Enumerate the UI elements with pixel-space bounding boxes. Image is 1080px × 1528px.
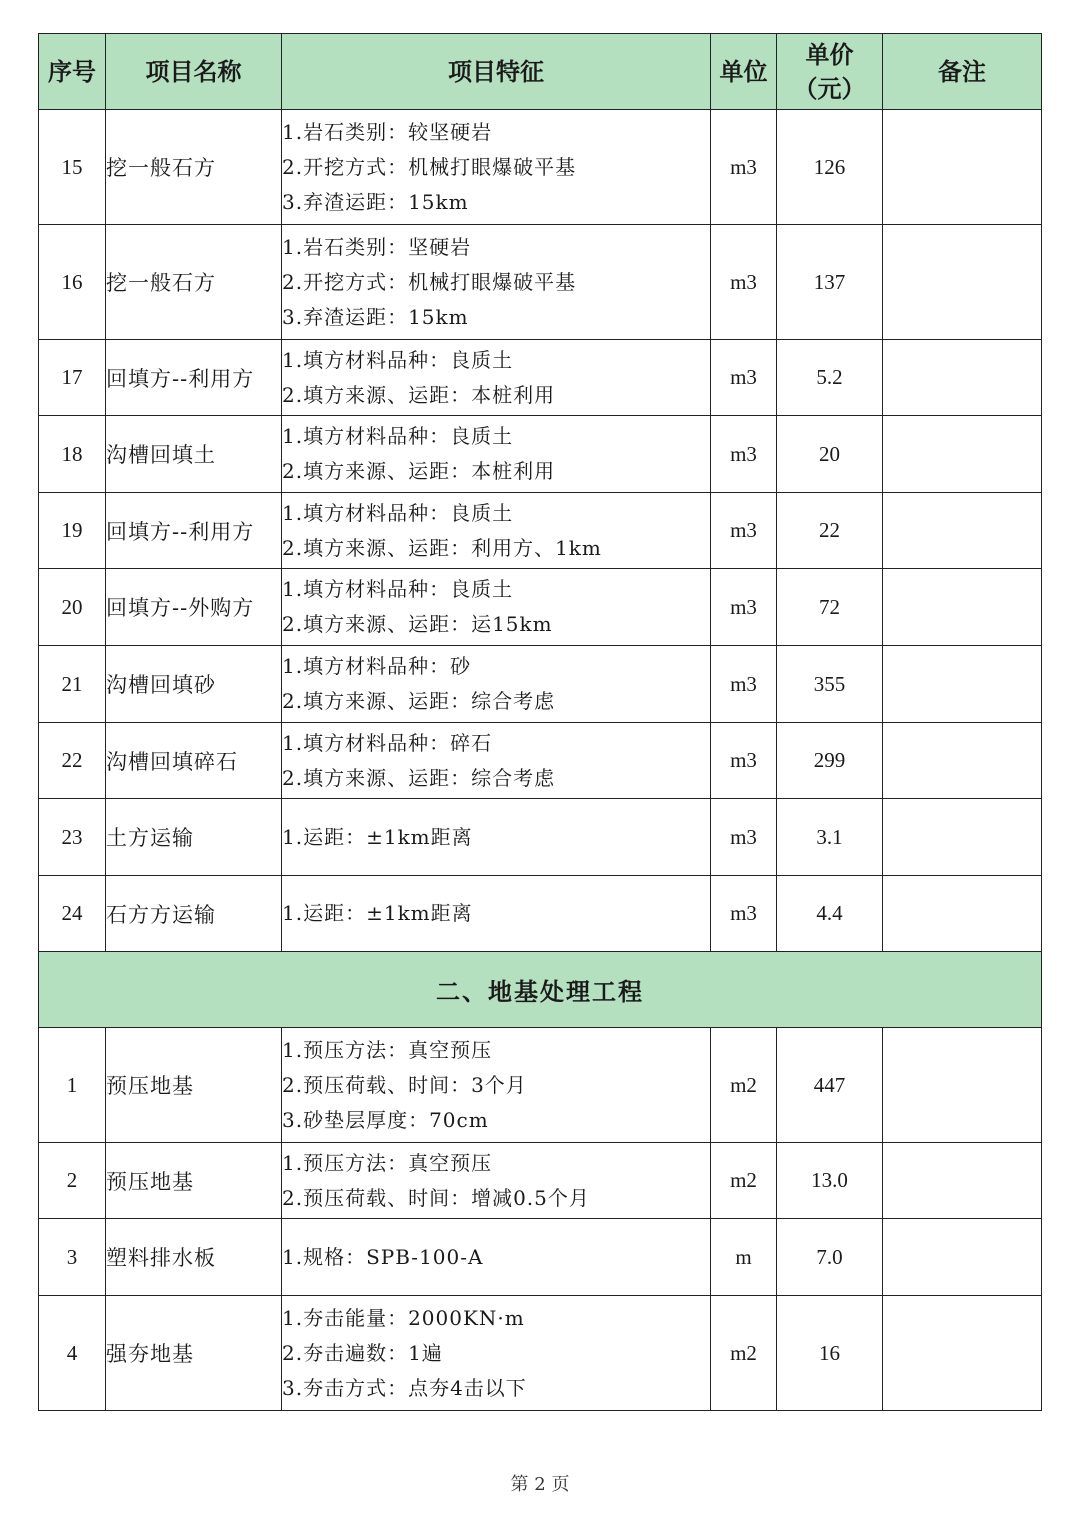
feature-line: 1.规格：SPB-100-A [282, 1244, 484, 1269]
row-number: 16 [39, 225, 106, 340]
feature-line: 2.夯击遍数：1遍 [282, 1340, 443, 1365]
group2-body [39, 1028, 1042, 1411]
remark [883, 225, 1042, 340]
table-row [39, 1143, 1042, 1219]
item-name: 挖一般石方 [106, 225, 282, 340]
unit: m3 [711, 416, 777, 493]
feature-line: 1.夯击能量：2000KN·m [282, 1305, 525, 1330]
feature-line: 3.夯击方式：点夯4击以下 [282, 1375, 527, 1400]
header-price-line2: （元） [793, 74, 866, 103]
item-name: 沟槽回填土 [106, 416, 282, 493]
unit-price: 3.1 [777, 799, 883, 876]
feature-line: 1.岩石类别：较坚硬岩 [282, 119, 493, 144]
remark [883, 723, 1042, 799]
header-name: 项目名称 [106, 34, 282, 110]
item-features [282, 1219, 711, 1296]
item-name: 强夯地基 [106, 1296, 282, 1411]
item-features [282, 569, 711, 646]
row-number: 17 [39, 340, 106, 416]
unit: m3 [711, 340, 777, 416]
item-features [282, 340, 711, 416]
table-header [39, 34, 1042, 110]
item-features [282, 110, 711, 225]
feature-line: 2.预压荷载、时间：增减0.5个月 [282, 1185, 590, 1210]
feature-line: 1.填方材料品种：良质土 [282, 347, 514, 372]
table-row [39, 876, 1042, 952]
feature-line: 1.预压方法：真空预压 [282, 1037, 493, 1062]
item-name: 回填方--利用方 [106, 340, 282, 416]
feature-line: 2.填方来源、运距：运15km [282, 612, 553, 636]
feature-line: 1.填方材料品种：砂 [282, 654, 472, 678]
table-row [39, 416, 1042, 493]
unit: m [711, 1219, 777, 1296]
feature-line: 1.填方材料品种：碎石 [282, 730, 493, 755]
unit-price: 13.0 [777, 1143, 883, 1219]
row-number: 18 [39, 416, 106, 493]
item-name: 沟槽回填碎石 [106, 723, 282, 799]
unit-price: 299 [777, 723, 883, 799]
item-name: 石方方运输 [106, 876, 282, 952]
feature-line: 2.开挖方式：机械打眼爆破平基 [282, 154, 577, 179]
remark [883, 340, 1042, 416]
row-number: 22 [39, 723, 106, 799]
feature-line: 2.预压荷载、时间：3个月 [282, 1072, 527, 1097]
header-row [39, 34, 1042, 110]
table-row [39, 723, 1042, 799]
section-body [39, 952, 1042, 1028]
item-features [282, 1028, 711, 1143]
row-number: 3 [39, 1219, 106, 1296]
remark [883, 1296, 1042, 1411]
feature-line: 2.填方来源、运距：综合考虑 [282, 765, 556, 790]
feature-line: 2.开挖方式：机械打眼爆破平基 [282, 269, 577, 294]
remark [883, 416, 1042, 493]
table-row [39, 340, 1042, 416]
remark [883, 876, 1042, 952]
remark [883, 799, 1042, 876]
page-number: 第 2 页 [510, 1474, 570, 1495]
unit-price: 137 [777, 225, 883, 340]
remark [883, 569, 1042, 646]
unit: m3 [711, 799, 777, 876]
feature-line: 3.弃渣运距：15km [282, 189, 469, 214]
header-remark: 备注 [883, 34, 1042, 110]
row-number: 23 [39, 799, 106, 876]
unit-price: 355 [777, 646, 883, 723]
item-features [282, 1296, 711, 1411]
row-number: 4 [39, 1296, 106, 1411]
header-price-line1: 单价 [805, 40, 854, 69]
unit: m3 [711, 493, 777, 569]
table-row [39, 569, 1042, 646]
unit: m3 [711, 646, 777, 723]
header-unit: 单位 [711, 34, 777, 110]
feature-line: 1.运距：±1km距离 [282, 824, 473, 849]
row-number: 24 [39, 876, 106, 952]
feature-line: 1.填方材料品种：良质土 [282, 500, 514, 525]
header-no: 序号 [39, 34, 106, 110]
header-price [777, 34, 883, 110]
item-name: 预压地基 [106, 1143, 282, 1219]
unit-price: 4.4 [777, 876, 883, 952]
unit-price: 7.0 [777, 1219, 883, 1296]
remark [883, 1028, 1042, 1143]
remark [883, 1143, 1042, 1219]
section-row [39, 952, 1042, 1028]
unit-price: 126 [777, 110, 883, 225]
table-row [39, 225, 1042, 340]
table-row [39, 646, 1042, 723]
unit: m3 [711, 876, 777, 952]
feature-line: 3.砂垫层厚度：70cm [282, 1107, 489, 1132]
row-number: 20 [39, 569, 106, 646]
item-features [282, 225, 711, 340]
row-number: 2 [39, 1143, 106, 1219]
feature-line: 1.填方材料品种：良质土 [282, 577, 514, 601]
feature-line: 2.填方来源、运距：本桩利用 [282, 382, 556, 407]
row-number: 1 [39, 1028, 106, 1143]
unit: m2 [711, 1296, 777, 1411]
feature-line: 1.填方材料品种：良质土 [282, 424, 514, 448]
item-name: 塑料排水板 [106, 1219, 282, 1296]
item-features [282, 1143, 711, 1219]
unit-price: 20 [777, 416, 883, 493]
table-row [39, 1028, 1042, 1143]
remark [883, 493, 1042, 569]
price-table [38, 33, 1042, 1411]
feature-line: 2.填方来源、运距：利用方、1km [282, 535, 602, 560]
row-number: 19 [39, 493, 106, 569]
unit-price: 22 [777, 493, 883, 569]
unit: m3 [711, 723, 777, 799]
remark [883, 110, 1042, 225]
section-title: 二、地基处理工程 [39, 952, 1042, 1028]
item-name: 回填方--利用方 [106, 493, 282, 569]
unit: m2 [711, 1028, 777, 1143]
header-features: 项目特征 [282, 34, 711, 110]
item-features [282, 646, 711, 723]
item-name: 沟槽回填砂 [106, 646, 282, 723]
unit: m2 [711, 1143, 777, 1219]
unit-price: 72 [777, 569, 883, 646]
remark [883, 646, 1042, 723]
item-name: 挖一般石方 [106, 110, 282, 225]
group1-body [39, 110, 1042, 952]
feature-line: 1.岩石类别：坚硬岩 [282, 234, 472, 259]
remark [883, 1219, 1042, 1296]
row-number: 21 [39, 646, 106, 723]
feature-line: 1.运距：±1km距离 [282, 901, 473, 925]
table-row [39, 493, 1042, 569]
table-row [39, 110, 1042, 225]
item-name: 预压地基 [106, 1028, 282, 1143]
unit: m3 [711, 569, 777, 646]
unit: m3 [711, 225, 777, 340]
feature-line: 2.填方来源、运距：本桩利用 [282, 459, 556, 483]
item-features [282, 493, 711, 569]
unit-price: 16 [777, 1296, 883, 1411]
feature-line: 2.填方来源、运距：综合考虑 [282, 689, 556, 713]
item-name: 回填方--外购方 [106, 569, 282, 646]
table-row [39, 1296, 1042, 1411]
feature-line: 3.弃渣运距：15km [282, 304, 469, 329]
item-features [282, 416, 711, 493]
unit-price: 447 [777, 1028, 883, 1143]
row-number: 15 [39, 110, 106, 225]
unit: m3 [711, 110, 777, 225]
item-name: 土方运输 [106, 799, 282, 876]
table-row [39, 799, 1042, 876]
item-features [282, 799, 711, 876]
feature-line: 1.预压方法：真空预压 [282, 1150, 493, 1175]
item-features [282, 876, 711, 952]
item-features [282, 723, 711, 799]
unit-price: 5.2 [777, 340, 883, 416]
table-row [39, 1219, 1042, 1296]
